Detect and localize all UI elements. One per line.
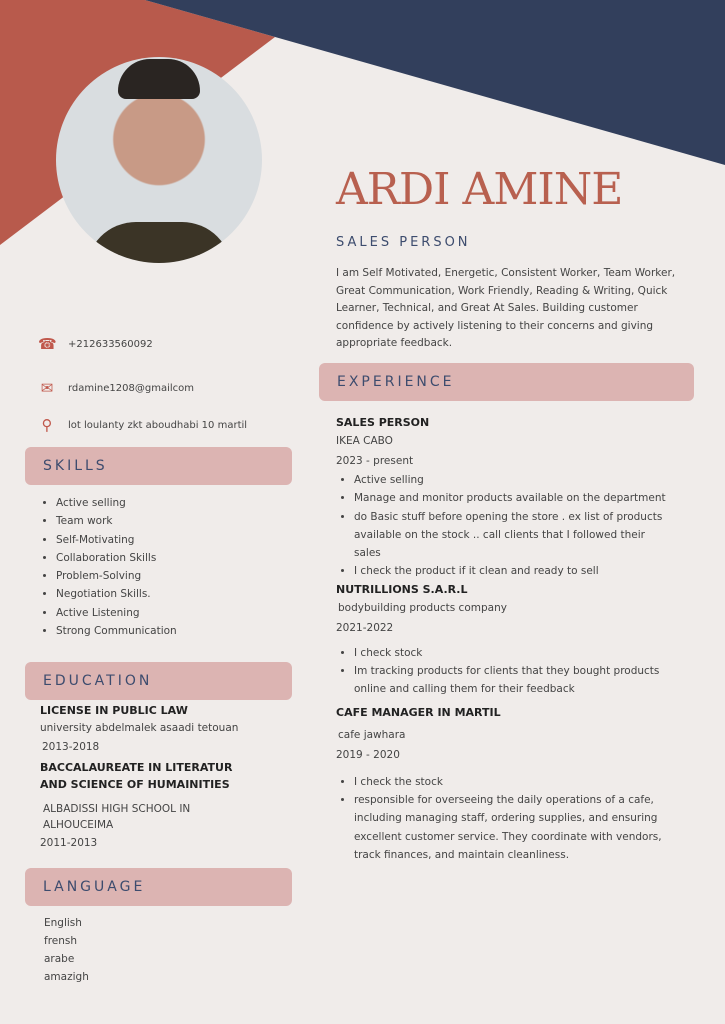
person-name: ARDI AMINE: [336, 164, 623, 215]
skill-item: • Active Listening: [56, 604, 177, 622]
education-years: 2011-2013: [40, 837, 98, 849]
location-pin-icon: ⚲: [41, 416, 53, 434]
language-item: English: [44, 917, 82, 929]
address-text: lot loulanty zkt aboudhabi 10 martil: [68, 419, 248, 431]
job-bullet: • responsible for overseeing the daily operations of a cafe, including managing staff, ordering supplies, and ensuring excellent customer service. They coordinate with vendors, track finances, and maintain cleanliness.: [354, 791, 666, 864]
education-header: EDUCATION: [25, 662, 292, 700]
language-item: frensh: [44, 935, 78, 947]
phone-text: +212633560092: [68, 338, 153, 350]
job-company: cafe jawhara: [338, 728, 406, 741]
job-title: SALES PERSON: [336, 416, 430, 429]
contact-address: [38, 416, 247, 434]
job-bullet: • I check the product if it clean and ready to sell: [354, 562, 666, 580]
job-bullet: • Manage and monitor products available on the department: [354, 489, 666, 507]
job-years: 2019 - 2020: [336, 748, 400, 761]
mail-icon: ✉: [40, 379, 54, 397]
experience-list: [336, 414, 666, 864]
skill-item: • Negotiation Skills.: [56, 585, 177, 603]
job-company: IKEA CABO: [336, 435, 393, 447]
job-bullet: • Im tracking products for clients that they bought products online and calling them for their feedback: [354, 662, 666, 699]
language-item: arabe: [44, 953, 75, 965]
job-bullet: • do Basic stuff before opening the store . ex list of products available on the stock .. call clients that I followed their sales: [354, 508, 666, 563]
experience-header: EXPERIENCE: [319, 363, 694, 401]
job-company: bodybuilding products company: [338, 601, 507, 614]
education-list: [40, 702, 260, 853]
skill-item: • Team work: [56, 512, 177, 530]
job-title: CAFE MANAGER IN MARTIL: [336, 705, 501, 719]
email-text: rdamine1208@gmailcom: [68, 382, 195, 394]
education-school: ALBADISSI HIGH SCHOOL IN ALHOUCEIMA: [43, 803, 191, 831]
job-bullets: [336, 773, 666, 864]
job-years: 2021-2022: [336, 621, 394, 634]
skill-item: • Strong Communication: [56, 622, 177, 640]
language-list: [44, 914, 89, 986]
job-years: 2023 - present: [336, 455, 414, 467]
job-bullet: • Active selling: [354, 471, 666, 489]
job-bullets: [336, 471, 666, 581]
language-item: amazigh: [44, 971, 89, 983]
language-header: LANGUAGE: [25, 868, 292, 906]
education-title: BACCALAUREATE IN LITERATUR AND SCIENCE OF HUMAINITIES: [40, 761, 233, 791]
phone-icon: ☎: [38, 335, 57, 353]
skills-list: [38, 494, 177, 640]
education-school: university abdelmalek asaadi tetouan: [40, 722, 239, 734]
job-role: SALES PERSON: [336, 235, 471, 250]
skills-header: SKILLS: [25, 447, 292, 485]
job-title: NUTRILLIONS S.A.R.L: [336, 582, 468, 596]
contact-phone: [38, 335, 153, 353]
about-text: I am Self Motivated, Energetic, Consistent Worker, Team Worker, Great Communication, Work Friendly, Reading & Writing, Quick Learner, Technical, and Great At Sales. Building customer confidence by actively listening to their concerns and giving appropriate feedback.: [336, 267, 676, 349]
skill-item: • Self-Motivating: [56, 531, 177, 549]
skill-item: • Active selling: [56, 494, 177, 512]
job-bullet: • I check the stock: [354, 773, 666, 791]
education-years: 2013-2018: [42, 741, 100, 753]
job-bullets: [336, 644, 666, 699]
education-title: LICENSE IN PUBLIC LAW: [40, 704, 188, 717]
job-bullet: • I check stock: [354, 644, 666, 662]
contact-email: [38, 379, 194, 397]
skill-item: • Collaboration Skills: [56, 549, 177, 567]
profile-photo: [56, 57, 262, 263]
skill-item: • Problem-Solving: [56, 567, 177, 585]
